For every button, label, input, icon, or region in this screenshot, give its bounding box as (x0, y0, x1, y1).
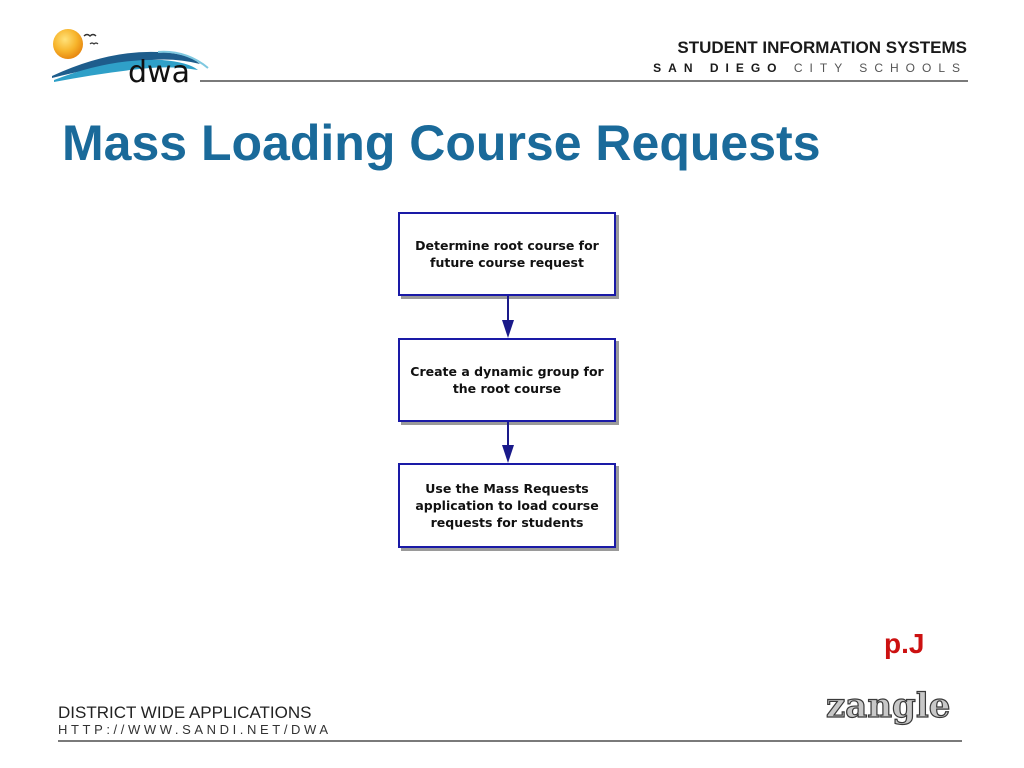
flow-step-label: Determine root course for future course request (415, 238, 599, 270)
slide-title: Mass Loading Course Requests (62, 115, 821, 171)
header-divider (200, 80, 968, 82)
footer-url: HTTP://WWW.SANDI.NET/DWA (58, 722, 332, 737)
flow-step-label: Use the Mass Requests application to load course requests for students (415, 481, 599, 530)
org-subtitle-light: CITY SCHOOLS (793, 61, 967, 75)
flow-arrow-1 (499, 296, 517, 338)
zangle-logo: zangle (826, 686, 951, 726)
org-subtitle (653, 61, 967, 75)
dwa-logo (48, 22, 218, 86)
flow-step-1 (398, 212, 616, 296)
logo-text: dwa (128, 55, 190, 86)
sun-icon (53, 29, 83, 59)
org-title: STUDENT INFORMATION SYSTEMS (677, 38, 967, 57)
flow-arrow-2 (499, 422, 517, 463)
footer-title: DISTRICT WIDE APPLICATIONS (58, 703, 312, 722)
flow-step-3 (398, 463, 616, 548)
bird-icon (84, 35, 96, 37)
flow-step-2 (398, 338, 616, 422)
footer-divider (58, 740, 962, 742)
bird-icon (90, 43, 98, 44)
flow-step-label: Create a dynamic group for the root course (410, 364, 604, 396)
page-reference: p.J (884, 628, 925, 659)
org-subtitle-dark: SAN DIEGO (653, 61, 784, 75)
